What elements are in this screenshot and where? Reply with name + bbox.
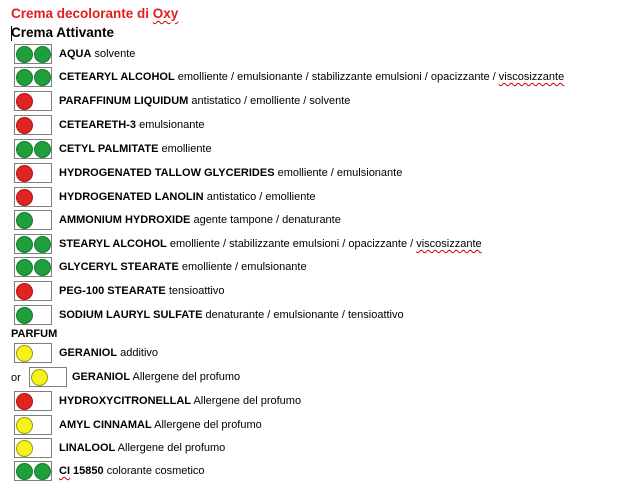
red-dot-icon (16, 283, 33, 300)
title-underlined-word: Oxy (152, 6, 179, 21)
green-dot-icon (16, 463, 33, 480)
ingredient-text (59, 419, 262, 431)
rating-indicator-box (14, 461, 52, 481)
ingredient-name: AMYL CINNAMAL (59, 419, 152, 431)
ingredient-text (59, 285, 225, 297)
ingredient-text (72, 371, 240, 383)
ingredient-name: LINALOOL (59, 442, 116, 454)
rating-indicator-box (14, 257, 52, 277)
ingredient-text (59, 465, 205, 477)
ingredient-row (0, 305, 627, 327)
rating-indicator-box (14, 438, 52, 458)
yellow-dot-icon (16, 345, 33, 362)
rating-indicator-box (14, 210, 52, 230)
ingredient-description: colorante cosmetico (106, 465, 205, 477)
ingredient-name: HYDROXYCITRONELLAL (59, 395, 191, 407)
ingredient-row (0, 281, 627, 303)
document-subtitle: Crema Attivante (11, 25, 115, 40)
rating-indicator-box (14, 163, 52, 183)
ingredient-row (0, 139, 627, 161)
ingredient-text (59, 395, 301, 407)
document-title: Crema decolorante di Oxy (11, 6, 179, 21)
section-parfum-heading: PARFUM (11, 328, 58, 340)
ingredient-description: Allergene del profumo (193, 395, 302, 407)
ingredient-description: emulsionante (139, 119, 205, 131)
green-dot-icon (16, 212, 33, 229)
green-dot-icon (16, 259, 33, 276)
ingredient-text (59, 442, 225, 454)
green-dot-icon (34, 236, 51, 253)
ingredient-description: Allergene del profumo (117, 442, 226, 454)
parfum-row (0, 461, 627, 483)
ingredient-name: CETEARETH-3 (59, 119, 137, 131)
ingredient-description: antistatico / emolliente / solvente (191, 95, 351, 107)
parfum-row (0, 438, 627, 460)
ingredient-name: SODIUM LAURYL SULFATE (59, 309, 203, 321)
rating-indicator-box (14, 139, 52, 159)
ingredient-description: emolliente (161, 143, 212, 155)
green-dot-icon (16, 46, 33, 63)
yellow-dot-icon (16, 440, 33, 457)
rating-indicator-box (14, 343, 52, 363)
red-dot-icon (16, 93, 33, 110)
ingredient-description: Allergene del profumo (154, 419, 262, 431)
ingredient-description-flagged-word: viscosizzante (416, 238, 482, 250)
rating-indicator-box (29, 367, 67, 387)
ingredient-row (0, 163, 627, 185)
ingredient-row (0, 67, 627, 89)
ingredient-name: CI 15850 (59, 465, 104, 477)
ingredient-name: HYDROGENATED LANOLIN (59, 191, 204, 203)
ingredient-row (0, 257, 627, 279)
green-dot-icon (34, 463, 51, 480)
rating-indicator-box (14, 44, 52, 64)
red-dot-icon (16, 117, 33, 134)
green-dot-icon (34, 69, 51, 86)
ingredient-description: denaturante / emulsionante / tensioattivo (205, 309, 404, 321)
ingredient-description: Allergene del profumo (132, 371, 241, 383)
ingredient-text (59, 261, 307, 273)
red-dot-icon (16, 189, 33, 206)
green-dot-icon (16, 307, 33, 324)
ingredient-description: agente tampone / denaturante (193, 214, 341, 226)
ingredient-text (59, 214, 341, 226)
parfum-row (0, 415, 627, 437)
red-dot-icon (16, 393, 33, 410)
ingredient-text (59, 71, 564, 83)
ingredient-text (59, 48, 135, 60)
ingredient-text (59, 191, 316, 203)
ingredient-name: STEARYL ALCOHOL (59, 238, 167, 250)
green-dot-icon (34, 259, 51, 276)
rating-indicator-box (14, 187, 52, 207)
ingredient-description: antistatico / emolliente (206, 191, 316, 203)
ingredient-text (59, 95, 350, 107)
green-dot-icon (34, 141, 51, 158)
rating-indicator-box (14, 115, 52, 135)
parfum-row (0, 367, 627, 389)
parfum-row (0, 343, 627, 365)
rating-indicator-box (14, 67, 52, 87)
ingredient-description-flagged-word: viscosizzante (498, 71, 565, 83)
ingredient-description: tensioattivo (168, 285, 225, 297)
ingredient-description: emolliente / emulsionante (181, 261, 307, 273)
ingredient-description: emolliente / emulsionante (277, 167, 403, 179)
ingredient-name: CETYL PALMITATE (59, 143, 159, 155)
rating-indicator-box (14, 305, 52, 325)
ingredient-row (0, 91, 627, 113)
green-dot-icon (16, 236, 33, 253)
ingredient-description: additivo (120, 347, 159, 359)
ingredient-name: PEG-100 STEARATE (59, 285, 166, 297)
green-dot-icon (34, 46, 51, 63)
rating-indicator-box (14, 234, 52, 254)
yellow-dot-icon (16, 417, 33, 434)
rating-indicator-box (14, 281, 52, 301)
ingredient-text (59, 309, 404, 321)
ingredient-name: GERANIOL (59, 347, 118, 359)
ingredient-text (59, 238, 482, 250)
ingredient-text (59, 347, 158, 359)
or-label: or (11, 372, 21, 384)
ingredient-name: CETEARYL ALCOHOL (59, 71, 175, 83)
ingredient-name: AMMONIUM HYDROXIDE (59, 214, 191, 226)
ingredient-name: PARAFFINUM LIQUIDUM (59, 95, 189, 107)
ingredient-row (0, 115, 627, 137)
ingredient-description: emolliente / emulsionante / stabilizzante emulsioni / opacizzante / (177, 71, 499, 83)
ingredient-text (59, 167, 402, 179)
ingredient-name: AQUA (59, 48, 92, 60)
ingredient-row (0, 187, 627, 209)
parfum-row (0, 391, 627, 413)
ingredient-row (0, 44, 627, 66)
ingredient-name: HYDROGENATED TALLOW GLYCERIDES (59, 167, 275, 179)
green-dot-icon (16, 69, 33, 86)
ingredient-description: solvente (94, 48, 136, 60)
green-dot-icon (16, 141, 33, 158)
ingredient-description: emolliente / stabilizzante emulsioni / opacizzante / (169, 238, 417, 250)
ingredient-text (59, 143, 212, 155)
rating-indicator-box (14, 91, 52, 111)
ingredient-name: GERANIOL (72, 371, 131, 383)
red-dot-icon (16, 165, 33, 182)
yellow-dot-icon (31, 369, 48, 386)
rating-indicator-box (14, 415, 52, 435)
ingredient-row (0, 210, 627, 232)
ingredient-row (0, 234, 627, 256)
rating-indicator-box (14, 391, 52, 411)
ingredient-name: GLYCERYL STEARATE (59, 261, 179, 273)
ingredient-text (59, 119, 205, 131)
